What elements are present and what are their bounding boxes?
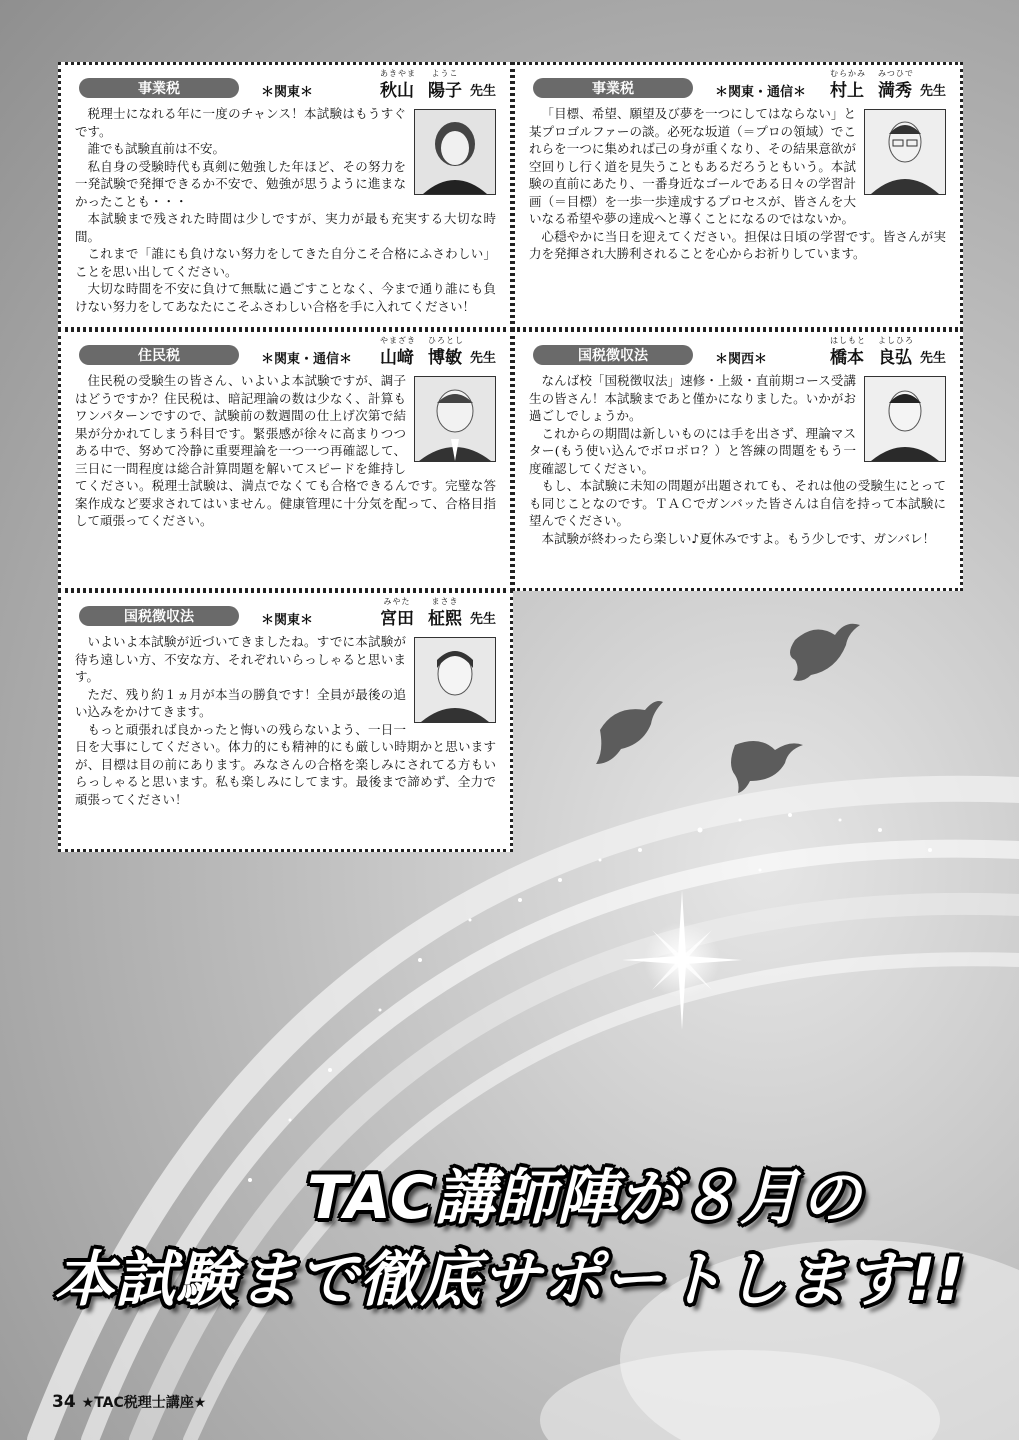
- given-name: ようこ 陽子: [427, 69, 462, 101]
- message-body: [75, 105, 496, 315]
- paragraph: 本試験まで残された時間は少しですが、実力が最も充実する大切な時間。: [75, 211, 496, 244]
- instructor-name: [366, 597, 496, 629]
- page-footer: [52, 1392, 206, 1412]
- paragraph: 住民税の受験生の皆さん、いよいよ本試験ですが、調子はどうですか？住民税は、暗記理論の数は少なく、計算もワンパターンですので、試験前の数週間の仕上げ次第で結果が分かれてしまう科目です。緊張感が徐々に高まりつつある中で、努めて冷静に重要理論を一つ一つ再確認して、三日に一問程度は総合計算問題を解いてスピードを維持してください。税理士試験は、満点でなくても合格できるんです。完璧な答案作成など要求されてはいません。健康管理に十分気を配って、合格目指して頑張ってください。: [75, 373, 496, 528]
- region-label: ＊関東＊: [261, 85, 314, 100]
- given-name-ruby: みつひで: [877, 69, 914, 78]
- instructor-name: [366, 336, 496, 368]
- subject-tag: 国税徴収法: [533, 345, 693, 365]
- given-name-ruby: ひろとし: [427, 336, 464, 345]
- surname: みやた 宮田: [379, 597, 414, 629]
- instructor-card-yamazaki: [58, 329, 513, 591]
- message-body: [529, 372, 946, 547]
- paragraph: もっと頑張れば良かったと悔いの残らないよう、一日一日を大事にしてください。体力的にも精神的にも厳しい時期かと思いますが、目標は目の前にあります。みなさんの合格を楽しみにされてる方もいらっしゃると思います。私も楽しみにしてます。最後まで諦めず、全力で頑張ってください！: [75, 721, 496, 807]
- region-label: ＊関西＊: [715, 352, 768, 367]
- paragraph: これまで「誰にも負けない努力をしてきた自分こそ合格にふさわしい」ことを思い出してください。: [75, 246, 496, 279]
- given-name-ruby: ようこ: [431, 69, 459, 78]
- card-header: [75, 69, 496, 103]
- card-header: [75, 597, 496, 631]
- given-name: ひろとし 博敏: [427, 336, 464, 368]
- paragraph: なんば校「国税徴収法」速修・上級・直前期コース受講生の皆さん！本試験まであと僅かになりました。いかがお過ごしでしょうか。: [529, 373, 856, 423]
- subject-tag: 事業税: [533, 78, 693, 98]
- card-header: [75, 336, 496, 370]
- subject-tag: 住民税: [79, 345, 239, 365]
- given-name-ruby: よしひろ: [877, 336, 914, 345]
- headline-line-1: TAC講師陣が８月の: [307, 1163, 862, 1233]
- paragraph: 誰でも試験直前は不安。: [87, 141, 226, 156]
- surname-ruby: はしもと: [829, 336, 866, 345]
- paragraph: 私自身の受験時代も真剣に勉強した年ほど、その努力を一発試験で発揮できるか不安で、勉強が思うように進まなかったことも・・・: [75, 158, 406, 209]
- surname: むらかみ 村上: [829, 69, 866, 101]
- card-header: [529, 336, 946, 370]
- paragraph: 「目標、希望、願望及び夢を一つにしてはならない」と某プロゴルファーの談。必死な坂道（＝プロの領域）でこれらを一つに集めれば己の身が重くなり、その結果意欲が空回りし行く道を見失うこともあるだろうともいう。本試験の直前にあたり、一番身近なゴールである日々の学習計画（＝目標）を一歩一歩達成するプロセスが、皆さんを大いなる希望や夢の達成へと導くことになるのではないか。: [529, 106, 856, 226]
- surname: やまざき 山﨑: [379, 336, 416, 368]
- paragraph: 大切な時間を不安に負けて無駄に過ごすことなく、今まで通り誰にも負けない努力をしてあなたにこそふさわしい合格を手に入れてください！: [75, 281, 496, 314]
- page-number: 34: [52, 1392, 76, 1412]
- subject-tag: 国税徴収法: [79, 606, 239, 626]
- message-body: [529, 105, 946, 263]
- footer-label: ★TAC税理士講座★: [81, 1395, 207, 1411]
- paragraph: これからの期間は新しいものには手を出さず、理論マスター(もう使い込んでボロボロ？）と答練の問題をもう一度確認してください。: [529, 425, 856, 476]
- instructor-name: [816, 336, 946, 368]
- honorific: 先生: [919, 351, 946, 366]
- instructor-card-miyata: [58, 590, 513, 852]
- given-name: みつひで 満秀: [877, 69, 914, 101]
- surname: あきやま 秋山: [379, 69, 416, 101]
- headline-line-2: 本試験まで徹底サポートします!!: [54, 1245, 965, 1315]
- surname-ruby: みやた: [383, 597, 411, 606]
- given-name-ruby: まさき: [431, 597, 459, 606]
- paragraph: 心穏やかに当日を迎えてください。担保は日頃の学習です。皆さんが実力を発揮され大勝利されることを心からお祈りしています。: [529, 228, 946, 261]
- honorific: 先生: [469, 84, 496, 99]
- paragraph: 税理士になれる年に一度のチャンス！本試験はもうすぐです。: [75, 106, 406, 139]
- paragraph: いよいよ本試験が近づいてきましたね。すでに本試験が待ち遠しい方、不安な方、それぞれいらっしゃると思います。: [75, 634, 406, 684]
- instructor-name: [816, 69, 946, 101]
- instructor-card-murakami: [512, 62, 963, 330]
- paragraph: もし、本試験に未知の問題が出題されても、それは他の受験生にとっても同じことなのです。ＴＡＣでガンバッた皆さんは自信を持って本試験に望んでください。: [529, 478, 946, 528]
- paragraph: ただ、残り約１ヵ月が本当の勝負です！全員が最後の追い込みをかけてきます。: [75, 686, 406, 719]
- paragraph: 本試験が終わったら楽しい♪夏休みですよ。もう少しです、ガンバレ！: [541, 530, 935, 546]
- surname-ruby: あきやま: [379, 69, 416, 78]
- given-name: よしひろ 良弘: [877, 336, 914, 368]
- surname: はしもと 橋本: [829, 336, 866, 368]
- surname-ruby: やまざき: [379, 336, 416, 345]
- given-name: まさき 柾熙: [427, 597, 462, 629]
- region-label: ＊関東・通信＊: [715, 85, 807, 100]
- instructor-card-hashimoto: [512, 329, 963, 591]
- region-label: ＊関東＊: [261, 613, 314, 628]
- region-label: ＊関東・通信＊: [261, 352, 353, 367]
- instructor-card-akiyama: [58, 62, 513, 330]
- instructor-name: [366, 69, 496, 101]
- surname-ruby: むらかみ: [829, 69, 866, 78]
- honorific: 先生: [469, 351, 496, 366]
- honorific: 先生: [919, 84, 946, 99]
- message-body: [75, 633, 496, 808]
- subject-tag: 事業税: [79, 78, 239, 98]
- message-body: [75, 372, 496, 530]
- bird-silhouettes-icon: [596, 624, 860, 793]
- card-header: [529, 69, 946, 103]
- honorific: 先生: [469, 612, 496, 627]
